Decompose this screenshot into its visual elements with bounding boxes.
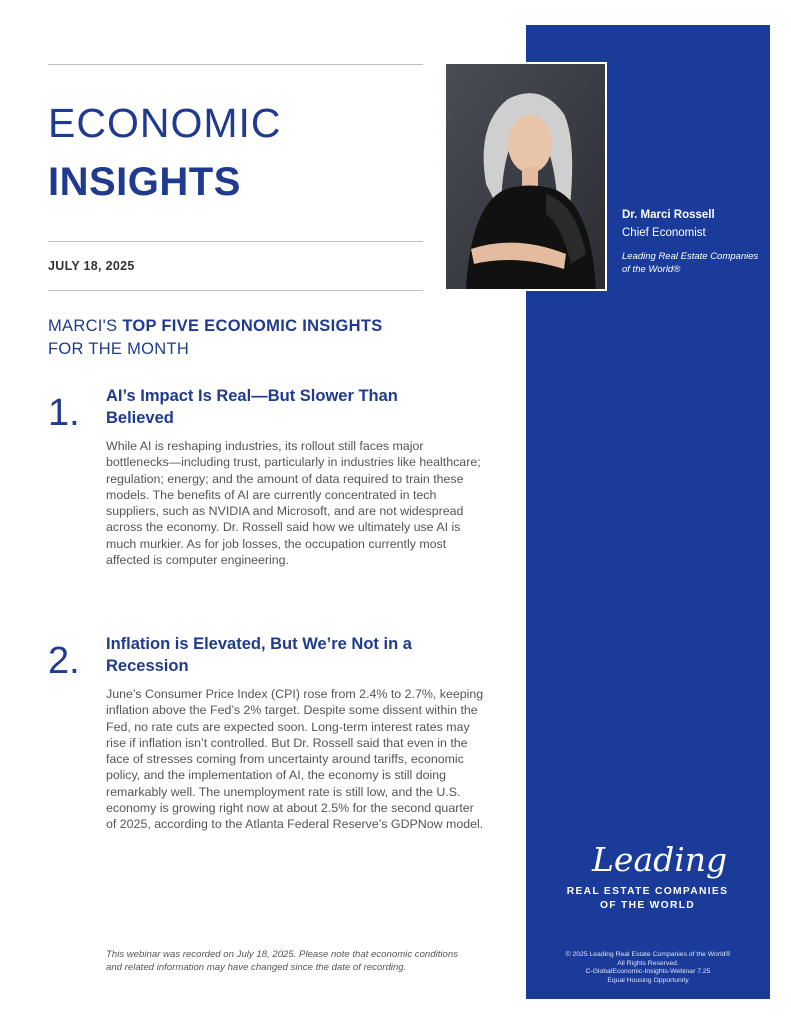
author-role: Chief Economist — [622, 227, 706, 239]
copyright-line-2: All Rights Reserved. — [617, 959, 679, 967]
item-title-1: AI’s Impact Is Real—But Slower Than Believed — [106, 387, 398, 427]
copyright-line-1: © 2025 Leading Real Estate Companies of the World® — [565, 951, 731, 958]
copyright-block — [526, 951, 770, 985]
top-divider — [48, 64, 423, 65]
portrait-photo — [444, 62, 607, 291]
section-subhead — [48, 315, 383, 361]
author-name: Dr. Marci Rossell — [622, 209, 715, 221]
title-economic: ECONOMIC — [48, 100, 282, 146]
copyright-line-4: Equal Housing Opportunity — [607, 976, 689, 984]
item-title-2: Inflation is Elevated, But We’re Not in a Recession — [106, 635, 412, 675]
subhead-bold: TOP FIVE ECONOMIC INSIGHTS — [122, 317, 383, 335]
item-number-1: 1. — [48, 392, 80, 434]
recording-disclaimer: This webinar was recorded on July 18, 2025. Please note that economic conditions and related information may have changed since the date of recording. — [106, 949, 458, 973]
logo-line-1: REAL ESTATE COMPANIES — [566, 886, 729, 897]
publish-date: JULY 18, 2025 — [48, 259, 135, 273]
leading-logo-script: Leading — [592, 840, 728, 879]
title-insights: INSIGHTS — [48, 160, 241, 204]
date-divider — [48, 290, 423, 291]
portrait-illustration — [446, 64, 605, 289]
copyright-line-3: C-GlobalEconomic-Insights-Webinar 7.25 — [585, 968, 711, 975]
item-body-2: June’s Consumer Price Index (CPI) rose from 2.4% to 2.7%, keeping inflation above the Fed’s 2% target. Despite some dissent within the Fed, no rate cuts are expected soon. Long-term interest rates may rise if inflation isn’t controlled. But Dr. Rossell said that even in the face of stresses coming from uncertainty around tariffs, economic policy, and the implementation of AI, the economy is still doing remarkably well. The unemployment rate is still low, and the U.S. economy is growing right now at about 2.5% for the second quarter of 2025, according to the Atlanta Federal Reserve’s GDPNow model. — [106, 687, 484, 832]
logo-line-2: OF THE WORLD — [599, 900, 696, 911]
subhead-suffix: FOR THE MONTH — [48, 340, 190, 358]
author-organization: Leading Real Estate Companies of the World® — [622, 251, 759, 275]
item-body-1: While AI is reshaping industries, its rollout still faces major bottlenecks—including trust, particularly in industries like healthcare; regulation; energy; and the amount of data required to train these models. The benefits of AI are currently concentrated in tech suppliers, such as NVIDIA and Microsoft, and are not widespread across the economy. Dr. Rossell said how we ultimately use AI is much murkier. As for job losses, the occupation currently most affected is computer engineering. — [106, 439, 481, 568]
title-divider — [48, 241, 423, 242]
subhead-prefix: MARCI'S — [48, 317, 123, 335]
item-number-2: 2. — [48, 640, 80, 682]
